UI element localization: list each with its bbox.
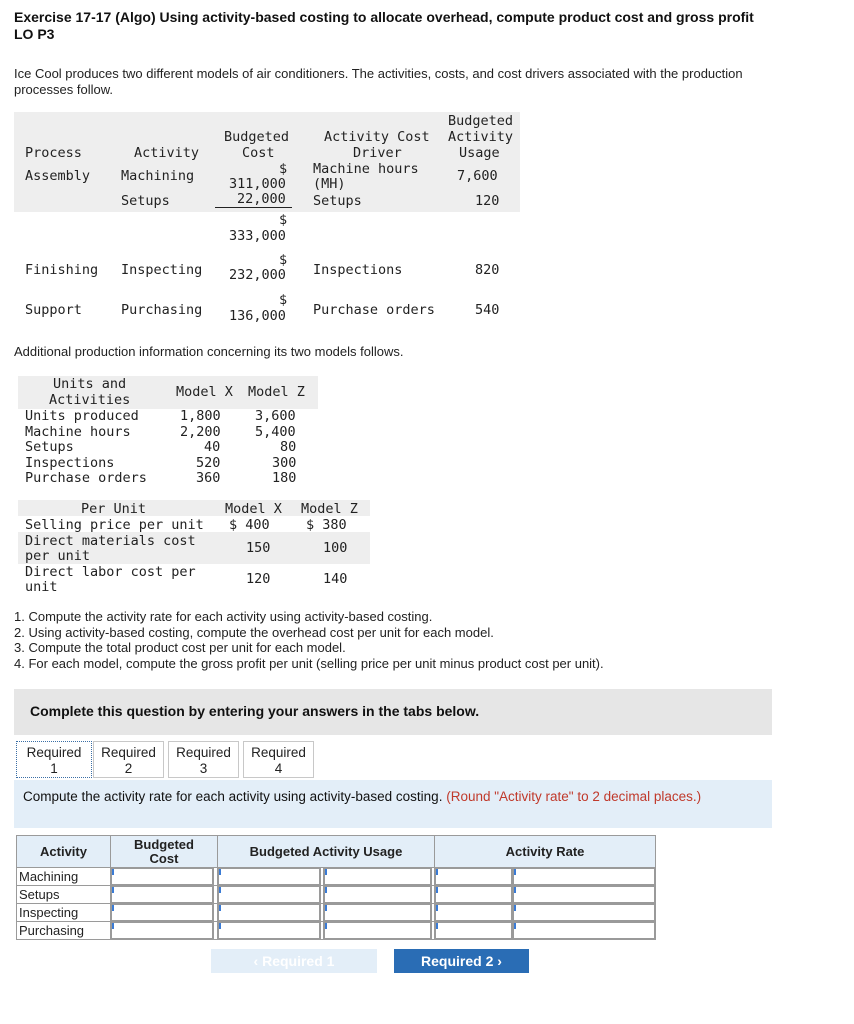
next-label: Required 2 [421,953,494,969]
purchasing-usage: 540 [475,302,500,318]
dollar-sign: $ [279,252,288,268]
budgeted-cost-input[interactable] [111,904,213,921]
driver-purchase-orders: Purchase orders [313,302,435,318]
units-row-z: 300 [272,455,297,471]
tab-number: 1 [50,761,58,776]
units-header-2: Activities [49,392,131,408]
question-3: 3. Compute the total product cost per unit for each model. [14,640,346,655]
activity-rate-input[interactable] [435,868,512,885]
question-4: 4. For each model, compute the gross profit per unit (selling price per unit minus product cost per unit). [14,656,604,671]
activity-purchasing: Purchasing [121,302,203,318]
purchasing-cost: 136,000 [229,308,286,324]
tab-label: Required [251,745,306,760]
units-row-z: 80 [280,439,297,455]
answer-table [16,835,656,940]
tab-instruction-panel [14,780,772,828]
units-model-x: Model X [176,384,233,400]
col-activity-rate: Activity Rate [435,836,656,868]
direct-labor-label-2: unit [25,579,58,595]
header-activity: Activity [134,145,200,161]
usage-driver-input[interactable] [324,886,431,903]
col-budgeted-cost-2: Cost [149,850,179,866]
selling-price-label: Selling price per unit [25,517,204,533]
process-support: Support [25,302,82,318]
header-budgeted-cost-1: Budgeted [224,129,290,145]
tab-number: 2 [124,761,133,776]
header-driver-2: Driver [353,145,402,161]
tab-number: 3 [199,761,208,776]
units-row-z: 5,400 [255,424,296,440]
intro-text: Ice Cool produces two different models of air conditioners. The activities, costs, and cost drivers associated with the production processes follow. [14,66,743,97]
header-usage-2: Activity [448,129,514,145]
units-row-x: 360 [196,470,221,486]
tab-label: Required [26,745,82,760]
process-assembly: Assembly [25,168,91,184]
tab-label: Required [101,745,156,760]
rate-unit-input[interactable] [513,922,655,939]
units-row-x: 520 [196,455,221,471]
row-label: Setups [17,886,111,904]
question-2: 2. Using activity-based costing, compute the overhead cost per unit for each model. [14,625,494,640]
units-model-z: Model Z [248,384,305,400]
driver-machine-hours: Machine hours [313,161,419,177]
usage-driver-input[interactable] [324,904,431,921]
activity-usage-input[interactable] [218,868,320,885]
chevron-left-icon: ‹ [253,953,259,969]
col-budgeted-usage: Budgeted Activity Usage [218,836,435,868]
activity-setups: Setups [121,193,170,209]
direct-materials-z: 100 [323,540,348,556]
col-budgeted-cost [111,836,218,868]
units-row-z: 180 [272,470,297,486]
activity-rate-input[interactable] [435,886,512,903]
col-budgeted-cost-1: Budgeted [134,836,194,852]
budgeted-cost-input[interactable] [111,886,213,903]
setups-usage: 120 [475,193,500,209]
dollar-sign: $ [279,212,288,228]
header-usage-3: Usage [459,145,500,161]
additional-info-text: Additional production information concerning its two models follows. [14,344,404,359]
rate-unit-input[interactable] [513,886,655,903]
machining-cost: 311,000 [229,176,286,192]
row-label: Inspecting [17,904,111,922]
tab-label: Required [176,745,231,760]
activity-usage-input[interactable] [218,886,320,903]
process-finishing: Finishing [25,262,99,278]
assembly-total: 333,000 [229,228,286,244]
row-label: Purchasing [17,922,111,940]
driver-inspections: Inspections [313,262,403,278]
rounding-note: (Round "Activity rate" to 2 decimal places.) [446,789,702,804]
selling-price-z: $ 380 [306,517,347,533]
dollar-sign: $ [279,292,288,308]
setups-cost: 22,000 [237,191,286,207]
per-unit-model-z: Model Z [301,501,358,517]
activity-rate-input[interactable] [435,904,512,921]
instruction-text: Compute the activity rate for each activity using activity-based costing. [23,789,443,804]
header-process: Process [25,145,82,161]
driver-setups: Setups [313,193,362,209]
col-activity: Activity [17,836,111,868]
machining-usage: 7,600 [457,168,498,184]
units-row-x: 1,800 [180,408,221,424]
units-row-x: 40 [204,439,221,455]
instructions-banner [14,689,772,735]
table-row [17,886,656,904]
next-required-button[interactable] [394,949,529,973]
tab-required-3[interactable] [168,741,239,778]
tab-required-1[interactable] [16,741,92,778]
header-driver-1: Activity Cost [324,129,430,145]
chevron-right-icon: › [497,953,502,969]
row-label: Machining [17,868,111,886]
units-row-label: Machine hours [25,424,131,440]
table-row [17,922,656,940]
direct-materials-label-2: per unit [25,548,91,564]
units-row-label: Inspections [25,455,115,471]
activity-inspecting: Inspecting [121,262,203,278]
prev-required-button[interactable] [211,949,377,973]
usage-driver-input[interactable] [324,868,431,885]
direct-materials-label: Direct materials cost [25,533,196,549]
activity-machining: Machining [121,168,195,184]
header-budgeted-cost-2: Cost [242,145,275,161]
tab-number: 4 [274,761,283,776]
activity-rate-input[interactable] [435,922,512,939]
units-row-label: Setups [25,439,74,455]
units-header-1: Units and [53,376,127,392]
budgeted-cost-input[interactable] [111,922,213,939]
units-row-label: Purchase orders [25,470,147,486]
direct-materials-x: 150 [246,540,271,556]
direct-labor-x: 120 [246,571,271,587]
header-usage-1: Budgeted [448,113,514,129]
tab-required-4[interactable] [243,741,314,778]
question-1: 1. Compute the activity rate for each activity using activity-based costing. [14,609,433,624]
table-row [17,868,656,886]
budgeted-cost-input[interactable] [111,868,213,885]
table-row [17,904,656,922]
activity-usage-input[interactable] [218,904,320,921]
per-unit-model-x: Model X [225,501,282,517]
rate-unit-input[interactable] [513,868,655,885]
subtotal-rule [215,207,292,208]
units-row-label: Units produced [25,408,139,424]
activity-usage-input[interactable] [218,922,320,939]
direct-labor-z: 140 [323,571,348,587]
tab-required-2[interactable] [93,741,164,778]
driver-mh-abbrev: (MH) [313,176,346,192]
per-unit-header: Per Unit [81,501,147,517]
rate-unit-input[interactable] [513,904,655,921]
units-row-x: 2,200 [180,424,221,440]
inspecting-usage: 820 [475,262,500,278]
dollar-sign: $ [279,161,288,177]
units-row-z: 3,600 [255,408,296,424]
selling-price-x: $ 400 [229,517,270,533]
direct-labor-label: Direct labor cost per [25,564,196,580]
exercise-title: Exercise 17-17 (Algo) Using activity-based costing to allocate overhead, compute product cost and gross profit LO P3 [14,9,754,42]
prev-label: Required 1 [262,953,335,969]
banner-text: Complete this question by entering your answers in the tabs below. [30,703,480,719]
usage-driver-input[interactable] [324,922,431,939]
inspecting-cost: 232,000 [229,267,286,283]
